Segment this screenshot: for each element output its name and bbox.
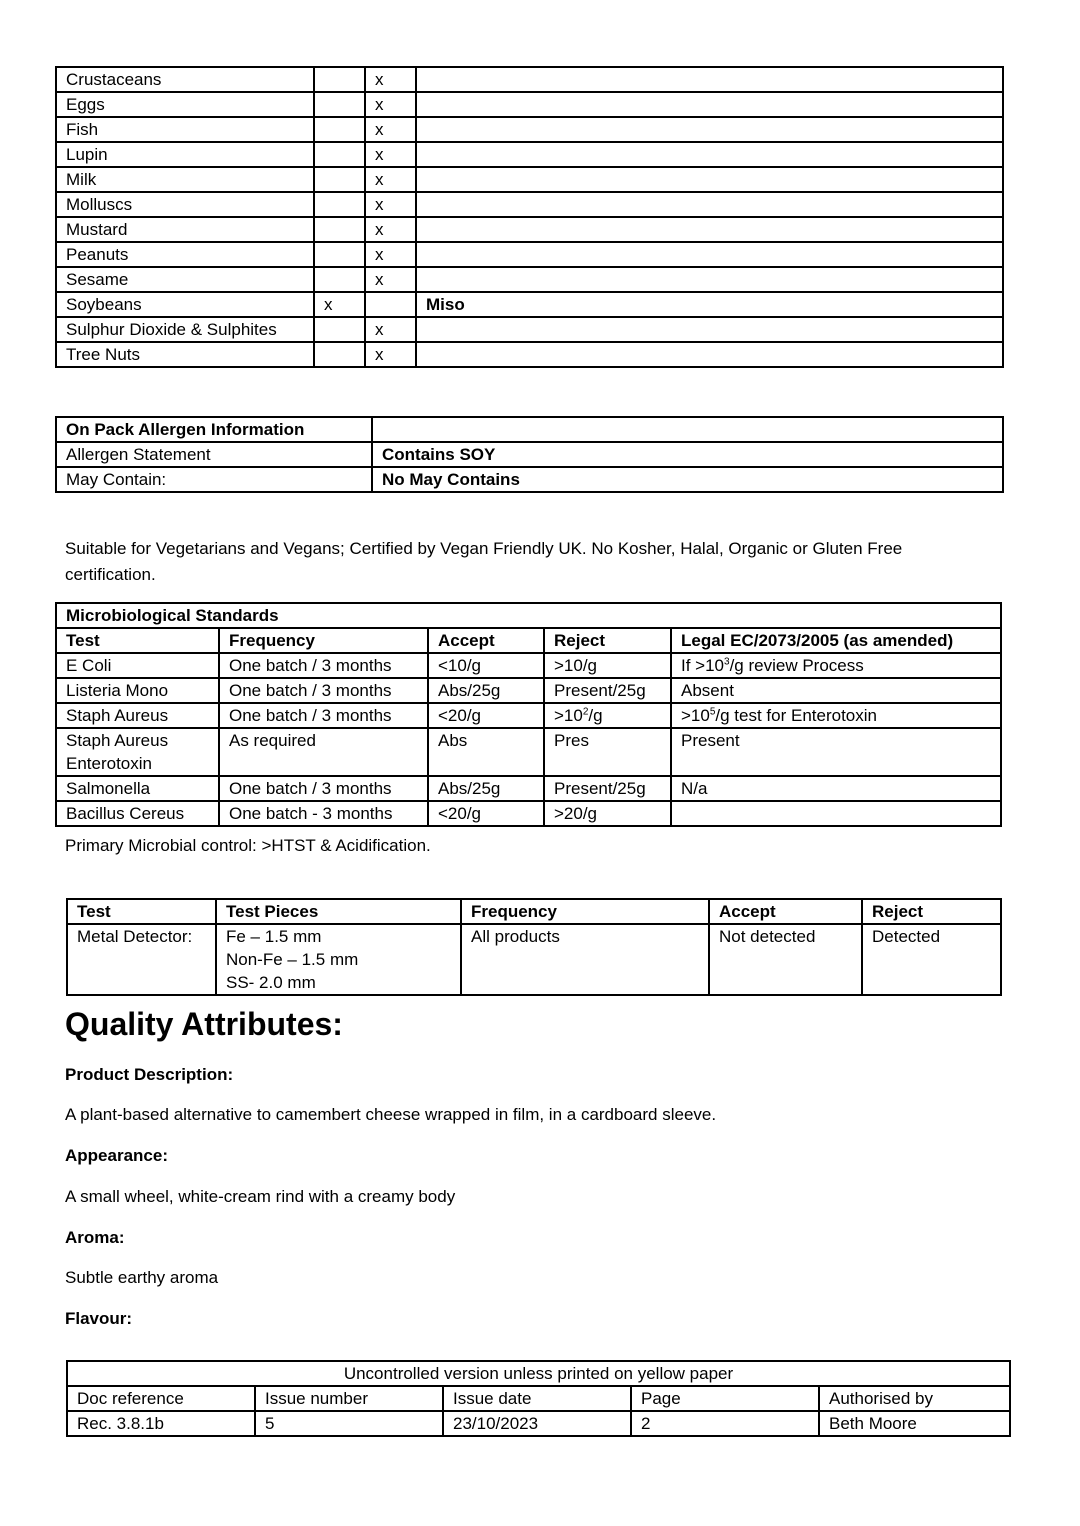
- micro-frequency: One batch / 3 months: [219, 703, 428, 728]
- footer-notice-row: [67, 1361, 1010, 1386]
- allergen-present-mark: [314, 217, 365, 242]
- document-control-footer: [66, 1360, 1011, 1437]
- allergen-statement-label: Allergen Statement: [56, 442, 372, 467]
- page-number-value: 2: [631, 1411, 819, 1436]
- allergen-absent-mark: x: [365, 92, 416, 117]
- doc-reference-value: Rec. 3.8.1b: [67, 1411, 255, 1436]
- table-row: [56, 292, 1003, 317]
- table-row: [56, 242, 1003, 267]
- footer-header-doc-ref: Doc reference: [67, 1386, 255, 1411]
- micro-test: Staph Aureus Enterotoxin: [56, 728, 219, 776]
- flavour-label: Flavour:: [65, 1309, 133, 1328]
- allergen-detail: [416, 217, 1003, 242]
- metal-header-frequency: Frequency: [461, 899, 709, 924]
- authorised-by-value: Beth Moore: [819, 1411, 1010, 1436]
- allergen-name: Sesame: [56, 267, 314, 292]
- micro-header-row: [56, 628, 1001, 653]
- allergen-present-mark: [314, 192, 365, 217]
- allergen-name: Peanuts: [56, 242, 314, 267]
- allergen-absent-mark: x: [365, 67, 416, 92]
- metal-header-reject: Reject: [862, 899, 1001, 924]
- table-row: [56, 217, 1003, 242]
- allergen-present-mark: x: [314, 292, 365, 317]
- allergen-absent-mark: x: [365, 267, 416, 292]
- allergen-present-mark: [314, 167, 365, 192]
- on-pack-allergen-table: [55, 416, 1004, 493]
- allergen-name: Eggs: [56, 92, 314, 117]
- footer-header-issue-date: Issue date: [443, 1386, 631, 1411]
- micro-frequency: One batch / 3 months: [219, 678, 428, 703]
- table-row: [56, 678, 1001, 703]
- allergen-absent-mark: [365, 292, 416, 317]
- micro-legal: Absent: [671, 678, 1001, 703]
- table-row: [56, 653, 1001, 678]
- aroma-text: Subtle earthy aroma: [65, 1268, 219, 1287]
- metal-header-test: Test: [67, 899, 216, 924]
- micro-header-frequency: Frequency: [219, 628, 428, 653]
- may-contain-row: [56, 467, 1003, 492]
- footer-values-row: [67, 1411, 1010, 1436]
- allergen-statement-value: Contains SOY: [372, 442, 1003, 467]
- micro-reject: Present/25g: [544, 776, 671, 801]
- table-row: [56, 776, 1001, 801]
- allergen-absent-mark: x: [365, 142, 416, 167]
- footer-header-page: Page: [631, 1386, 819, 1411]
- table-row: [56, 92, 1003, 117]
- metal-detector-table: [66, 898, 1002, 996]
- allergen-statement-row: [56, 442, 1003, 467]
- allergen-present-mark: [314, 92, 365, 117]
- allergen-absent-mark: x: [365, 192, 416, 217]
- issue-number-value: 5: [255, 1411, 443, 1436]
- allergen-absent-mark: x: [365, 117, 416, 142]
- table-row: [56, 703, 1001, 728]
- allergen-name: Lupin: [56, 142, 314, 167]
- appearance-label: Appearance:: [65, 1146, 168, 1165]
- table-row: [56, 342, 1003, 367]
- micro-reject: Present/25g: [544, 678, 671, 703]
- allergen-name: Crustaceans: [56, 67, 314, 92]
- micro-header-test: Test: [56, 628, 219, 653]
- micro-frequency: One batch - 3 months: [219, 801, 428, 826]
- uncontrolled-notice: Uncontrolled version unless printed on yellow paper: [67, 1361, 1010, 1386]
- product-description-label: Product Description:: [65, 1065, 234, 1084]
- table-row: [56, 267, 1003, 292]
- on-pack-heading: On Pack Allergen Information: [56, 417, 372, 442]
- micro-reject: >10/g: [544, 653, 671, 678]
- micro-accept: <20/g: [428, 801, 544, 826]
- allergen-absent-mark: x: [365, 217, 416, 242]
- micro-accept: Abs/25g: [428, 678, 544, 703]
- suitability-statement: Suitable for Vegetarians and Vegans; Certified by Vegan Friendly UK. No Kosher, Halal, Organic or Gluten Free certification.: [65, 539, 903, 584]
- allergen-detail: Miso: [416, 292, 1003, 317]
- on-pack-heading-row: [56, 417, 1003, 442]
- allergen-absent-mark: x: [365, 242, 416, 267]
- micro-legal: $>10^5/g$ test for Enterotoxin: [671, 703, 1001, 728]
- allergen-name: Molluscs: [56, 192, 314, 217]
- table-row: [56, 117, 1003, 142]
- micro-legal: Present: [671, 728, 1001, 776]
- table-row: [56, 317, 1003, 342]
- micro-accept: Abs/25g: [428, 776, 544, 801]
- allergen-detail: [416, 242, 1003, 267]
- allergen-name: Mustard: [56, 217, 314, 242]
- allergen-detail: [416, 342, 1003, 367]
- allergen-present-mark: [314, 142, 365, 167]
- micro-test: Salmonella: [56, 776, 219, 801]
- table-row: [56, 167, 1003, 192]
- allergen-present-mark: [314, 317, 365, 342]
- footer-header-authorised-by: Authorised by: [819, 1386, 1010, 1411]
- allergen-name: Tree Nuts: [56, 342, 314, 367]
- table-row: [56, 192, 1003, 217]
- table-row: [56, 142, 1003, 167]
- may-contain-value: No May Contains: [372, 467, 1003, 492]
- micro-reject: $>10^2/g$: [544, 703, 671, 728]
- micro-frequency: One batch / 3 months: [219, 653, 428, 678]
- micro-legal: [671, 801, 1001, 826]
- quality-attributes-title: Quality Attributes:: [65, 1006, 343, 1042]
- allergen-detail: [416, 192, 1003, 217]
- allergen-detail: [416, 92, 1003, 117]
- micro-accept: <10/g: [428, 653, 544, 678]
- metal-header-pieces: Test Pieces: [216, 899, 461, 924]
- allergen-present-mark: [314, 342, 365, 367]
- allergen-detail: [416, 267, 1003, 292]
- appearance-text: A small wheel, white-cream rind with a creamy body: [65, 1187, 456, 1206]
- micro-test: E Coli: [56, 653, 219, 678]
- aroma-label: Aroma:: [65, 1228, 125, 1247]
- metal-header-row: [67, 899, 1001, 924]
- allergen-name: Fish: [56, 117, 314, 142]
- allergen-absent-mark: x: [365, 342, 416, 367]
- allergen-present-mark: [314, 242, 365, 267]
- microbiological-standards-table: [55, 602, 1002, 827]
- micro-header-accept: Accept: [428, 628, 544, 653]
- table-row: [56, 801, 1001, 826]
- allergen-name: Sulphur Dioxide & Sulphites: [56, 317, 314, 342]
- footer-header-issue-number: Issue number: [255, 1386, 443, 1411]
- micro-frequency: One batch / 3 months: [219, 776, 428, 801]
- allergen-detail: [416, 117, 1003, 142]
- allergen-name: Milk: [56, 167, 314, 192]
- allergen-name: Soybeans: [56, 292, 314, 317]
- allergen-detail: [416, 317, 1003, 342]
- metal-test-pieces: Fe – 1.5 mm Non-Fe – 1.5 mm SS- 2.0 mm: [216, 924, 461, 995]
- micro-frequency: As required: [219, 728, 428, 776]
- micro-accept: <20/g: [428, 703, 544, 728]
- micro-header-reject: Reject: [544, 628, 671, 653]
- primary-microbial-control: Primary Microbial control: >HTST & Acidification.: [65, 836, 431, 855]
- metal-frequency: All products: [461, 924, 709, 995]
- allergen-table: [55, 66, 1004, 368]
- footer-header-row: [67, 1386, 1010, 1411]
- allergen-detail: [416, 167, 1003, 192]
- metal-test: Metal Detector:: [67, 924, 216, 995]
- allergen-absent-mark: x: [365, 317, 416, 342]
- table-row: [67, 924, 1001, 995]
- allergen-present-mark: [314, 267, 365, 292]
- micro-legal: N/a: [671, 776, 1001, 801]
- micro-reject: Pres: [544, 728, 671, 776]
- table-row: [56, 67, 1003, 92]
- product-description-text: A plant-based alternative to camembert cheese wrapped in film, in a cardboard sleeve.: [65, 1105, 717, 1124]
- metal-header-accept: Accept: [709, 899, 862, 924]
- micro-legal: $If >10^3/g$ review Process: [671, 653, 1001, 678]
- may-contain-label: May Contain:: [56, 467, 372, 492]
- allergen-detail: [416, 142, 1003, 167]
- allergen-present-mark: [314, 67, 365, 92]
- metal-accept: Not detected: [709, 924, 862, 995]
- micro-test: Listeria Mono: [56, 678, 219, 703]
- micro-header-legal: Legal EC/2073/2005 (as amended): [671, 628, 1001, 653]
- micro-test: Bacillus Cereus: [56, 801, 219, 826]
- allergen-present-mark: [314, 117, 365, 142]
- table-row: [56, 728, 1001, 776]
- issue-date-value: 23/10/2023: [443, 1411, 631, 1436]
- micro-heading-row: [56, 603, 1001, 628]
- micro-reject: >20/g: [544, 801, 671, 826]
- allergen-absent-mark: x: [365, 167, 416, 192]
- micro-accept: Abs: [428, 728, 544, 776]
- allergen-detail: [416, 67, 1003, 92]
- metal-reject: Detected: [862, 924, 1001, 995]
- micro-heading: Microbiological Standards: [56, 603, 1001, 628]
- micro-test: Staph Aureus: [56, 703, 219, 728]
